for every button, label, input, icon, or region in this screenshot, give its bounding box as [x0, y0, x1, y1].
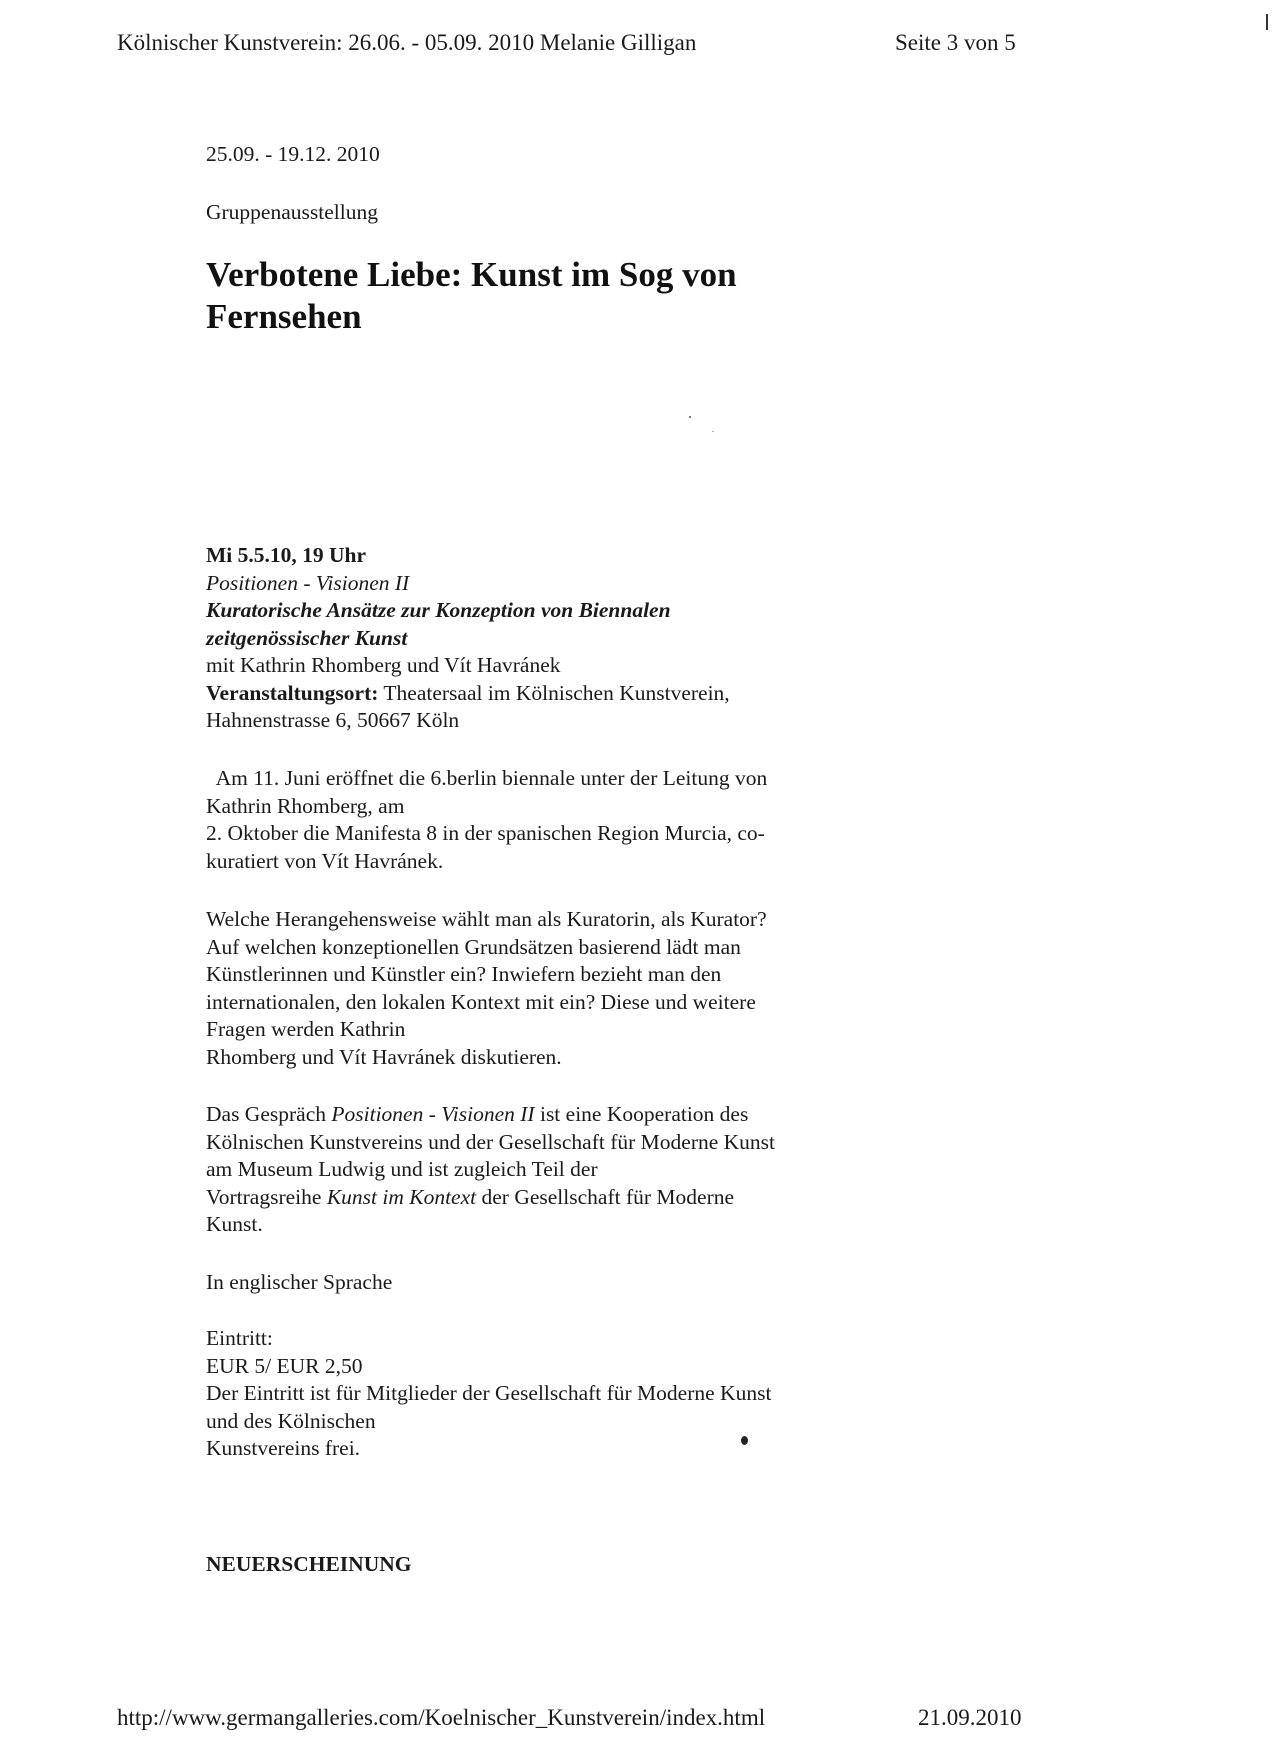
section-heading-new-release: NEUERSCHEINUNG: [206, 1552, 412, 1576]
paragraph-line: Rhomberg und Vít Havránek diskutieren.: [206, 1044, 562, 1069]
document-header-title: Kölnischer Kunstverein: 26.06. - 05.09. 2010 Melanie Gilligan: [117, 30, 697, 55]
text-run: Vortragsreihe: [206, 1184, 327, 1209]
exhibition-title: [206, 254, 737, 338]
paragraph-biennale: [206, 765, 767, 875]
text-run: Das Gespräch: [206, 1102, 332, 1126]
exhibition-title-line: Fernsehen: [206, 297, 362, 336]
paragraph-line: kuratiert von Vít Havránek.: [206, 848, 444, 873]
paragraph-admission: [206, 1325, 771, 1463]
paragraph-questions: [206, 906, 767, 1071]
page-number: Seite 3 von 5: [895, 30, 1016, 55]
venue-value: Theatersaal im Kölnischen Kunstverein,: [378, 680, 730, 705]
paragraph-line: Eintritt:: [206, 1326, 273, 1350]
series-title: Positionen - Visionen II: [331, 1102, 535, 1126]
event-series: Positionen - Visionen II: [206, 570, 410, 595]
footer-url: http://www.germangalleries.com/Koelnischer_Kunstverein/index.html: [117, 1705, 766, 1730]
paragraph-line: Auf welchen konzeptionellen Grundsätzen basierend lädt man: [206, 934, 741, 959]
paragraph-line: Kunstvereins frei.: [206, 1436, 361, 1460]
paragraph-line: [206, 1101, 775, 1129]
scan-edge-mark: [1266, 14, 1268, 30]
event-block: [206, 542, 730, 735]
paragraph-line: am Museum Ludwig und ist zugleich Teil der: [206, 1157, 598, 1181]
event-venue: [206, 680, 730, 708]
paragraph-line: EUR 5/ EUR 2,50: [206, 1353, 363, 1378]
text-run: ist eine Kooperation des: [534, 1102, 749, 1126]
paragraph-line: Am 11. Juni eröffnet die 6.berlin biennale unter der Leitung von: [206, 766, 768, 790]
paragraph-line: Fragen werden Kathrin: [206, 1017, 406, 1041]
scan-speck: [689, 416, 691, 418]
paragraph-line: 2. Oktober die Manifesta 8 in der spanischen Region Murcia, co-: [206, 821, 765, 845]
event-venue-address: Hahnenstrasse 6, 50667 Köln: [206, 708, 460, 732]
event-topic-line: zeitgenössischer Kunst: [206, 625, 408, 650]
paragraph-line: und des Kölnischen: [206, 1408, 376, 1433]
venue-label: Veranstaltungsort:: [206, 680, 379, 705]
paragraph-line: Kathrin Rhomberg, am: [206, 793, 405, 818]
paragraph-line: Kölnischen Kunstvereins und der Gesellschaft für Moderne Kunst: [206, 1129, 776, 1154]
paragraph-cooperation: [206, 1101, 775, 1239]
event-topic-line: Kuratorische Ansätze zur Konzeption von Biennalen: [206, 598, 671, 622]
paragraph-line: Künstlerinnen und Künstler ein? Inwiefern bezieht man den: [206, 962, 722, 986]
scan-speck: [741, 1436, 748, 1445]
paragraph-line: Welche Herangehensweise wählt man als Kuratorin, als Kurator?: [206, 907, 767, 931]
scan-speck: [712, 431, 714, 432]
paragraph-line: internationalen, den lokalen Kontext mit ein? Diese und weitere: [206, 989, 756, 1014]
lecture-series-title: Kunst im Kontext: [326, 1184, 477, 1209]
event-datetime: Mi 5.5.10, 19 Uhr: [206, 543, 367, 567]
text-run: der Gesellschaft für Moderne: [476, 1184, 735, 1209]
exhibition-type: Gruppenausstellung: [206, 200, 378, 224]
exhibition-date-range: 25.09. - 19.12. 2010: [206, 142, 380, 166]
exhibition-title-line: Verbotene Liebe: Kunst im Sog von: [206, 255, 737, 294]
paragraph-line: In englischer Sprache: [206, 1270, 393, 1294]
event-speakers: mit Kathrin Rhomberg und Vít Havránek: [206, 653, 561, 677]
paragraph-language: [206, 1269, 392, 1297]
footer-date: 21.09.2010: [918, 1705, 1022, 1730]
paragraph-line: Der Eintritt ist für Mitglieder der Gesellschaft für Moderne Kunst: [206, 1381, 772, 1405]
paragraph-line: Kunst.: [206, 1212, 263, 1236]
paragraph-line: [206, 1184, 775, 1212]
